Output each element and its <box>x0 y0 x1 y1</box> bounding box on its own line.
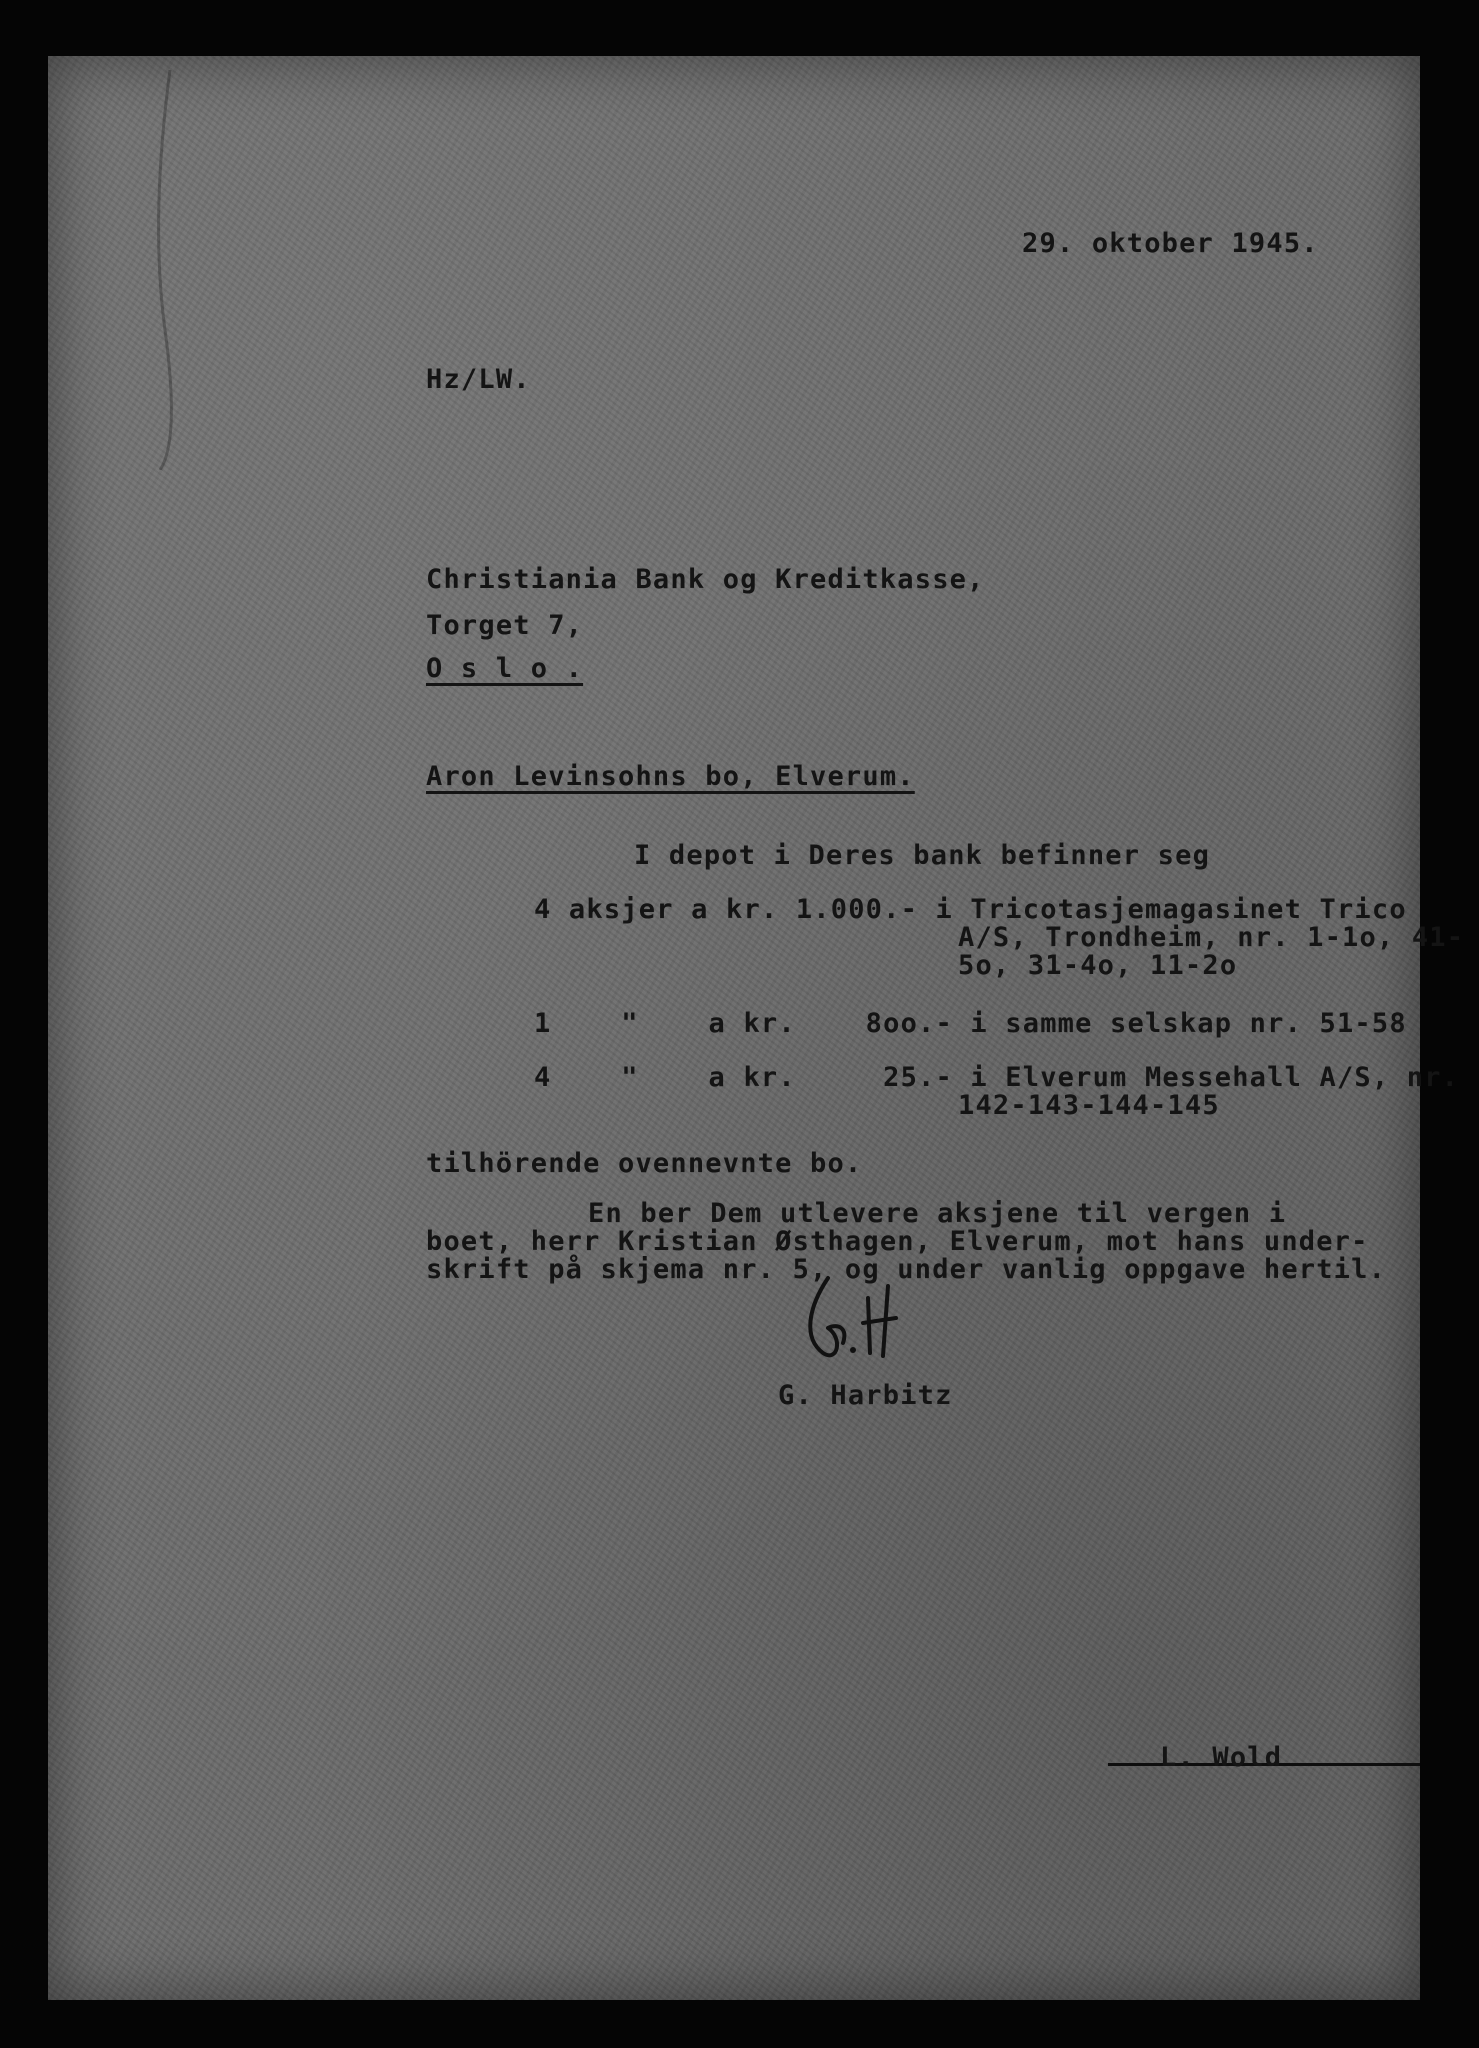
signatory-name: G. Harbitz <box>778 1380 953 1411</box>
belonging-line: tilhörende ovennevnte bo. <box>426 1148 863 1179</box>
request-line2: boet, herr Kristian Østhagen, Elverum, mot hans under- <box>426 1226 1369 1257</box>
holding-1-line2: A/S, Trondheim, nr. 1-1o, 41- <box>958 922 1465 953</box>
letter-subject: Aron Levinsohns bo, Elverum. <box>426 761 915 792</box>
request-line1: En ber Dem utlevere aksjene til vergen i <box>588 1198 1287 1229</box>
holding-3-line1: 4 " a kr. 25.- i Elverum Messehall A/S, nr. <box>534 1062 1460 1093</box>
request-line3: skrift på skjema nr. 5, og under vanlig oppgave hertil. <box>426 1254 1387 1285</box>
letter-date: 29. oktober 1945. <box>1022 228 1319 259</box>
holding-1-line3: 5o, 31-4o, 11-2o <box>958 950 1238 981</box>
holding-3-line2: 142-143-144-145 <box>958 1090 1220 1121</box>
reference-code: Hz/LW. <box>426 364 531 395</box>
holding-2-line1: 1 " a kr. 8oo.- i samme selskap nr. 51-58 <box>534 1008 1407 1039</box>
countersignatory-name: L. Wold <box>1160 1742 1283 1773</box>
intro-line: I depot i Deres bank befinner seg <box>634 840 1211 871</box>
recipient-name: Christiania Bank og Kreditkasse, <box>426 564 985 595</box>
paper-crease-mark <box>130 70 200 470</box>
recipient-city: O s l o . <box>426 653 584 684</box>
holding-1-line1: 4 aksjer a kr. 1.000.- i Tricotasjemagasinet Trico <box>534 894 1407 925</box>
recipient-street: Torget 7, <box>426 610 584 641</box>
handwritten-signature <box>798 1268 918 1378</box>
